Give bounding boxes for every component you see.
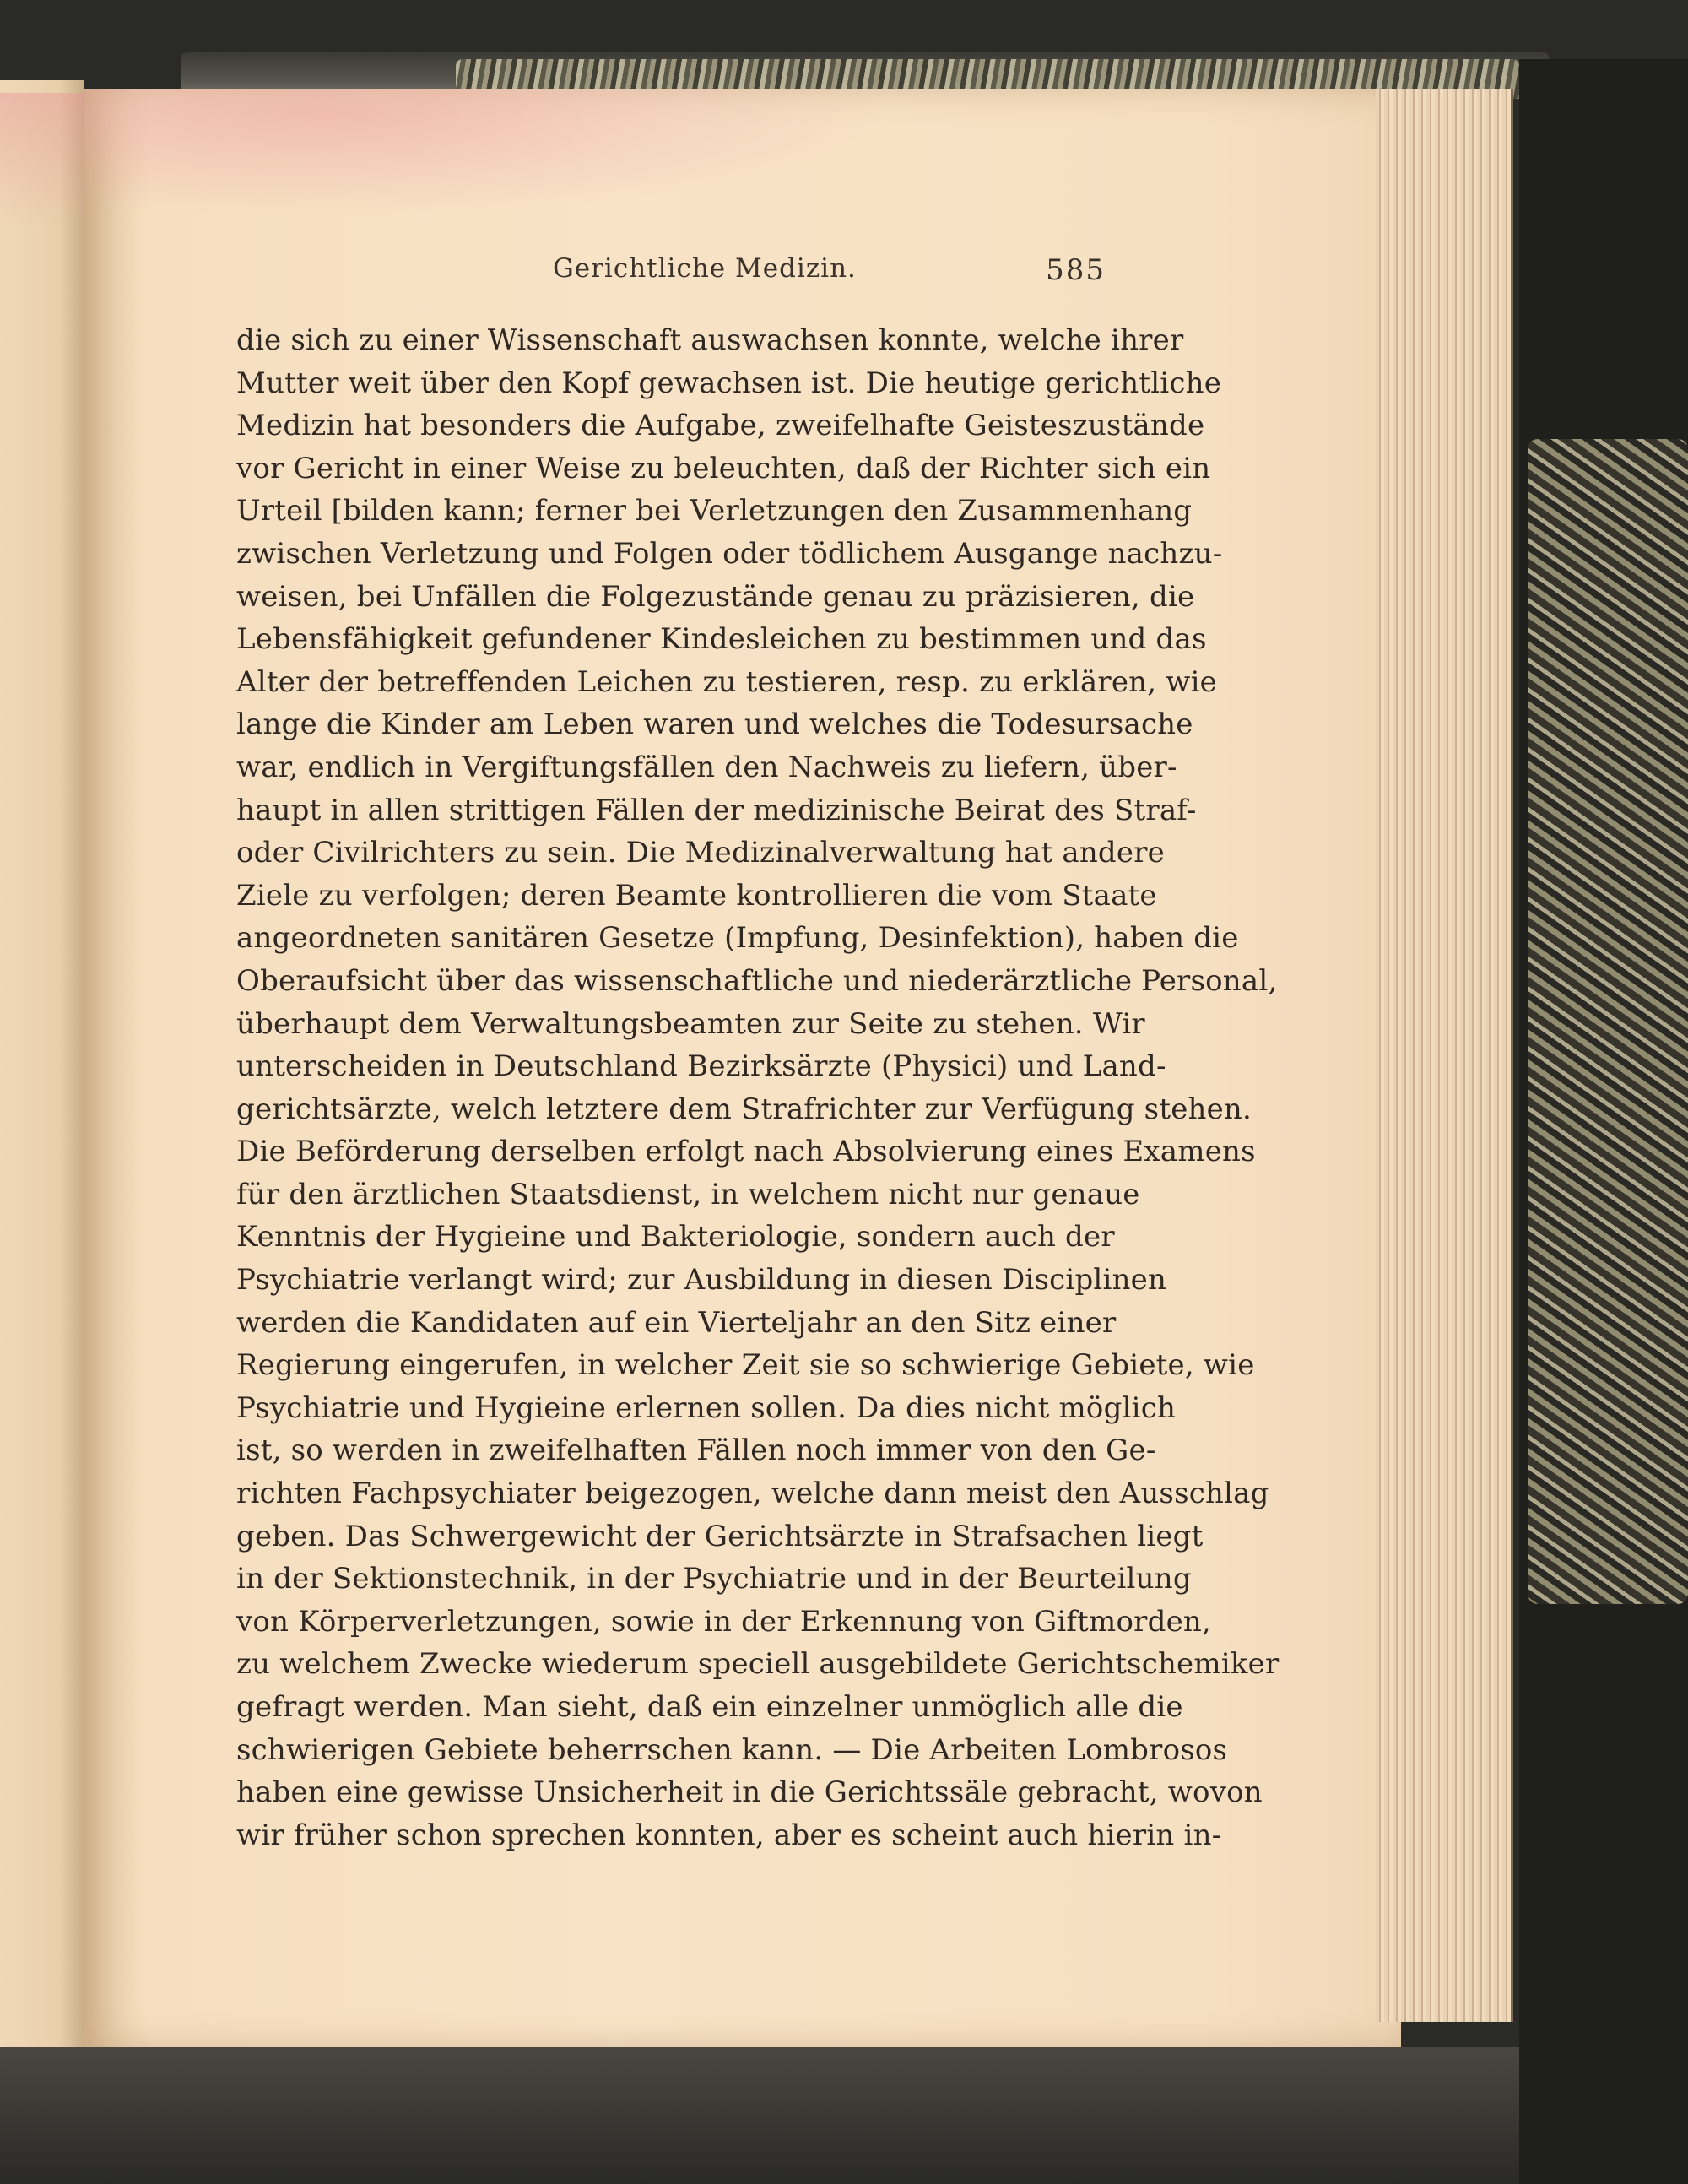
text-line: Kenntnis der Hygieine und Bakteriologie, sondern auch der <box>236 1220 1115 1255</box>
left-page-edge <box>0 80 84 2184</box>
running-header <box>236 253 1106 304</box>
page-number: 585 <box>1046 253 1106 287</box>
text-line: oder Civilrichters zu sein. Die Medizinalverwaltung hat andere <box>236 836 1165 870</box>
text-line: zu welchem Zwecke wiederum speciell ausgebildete Gerichtschemiker <box>236 1647 1280 1682</box>
header-title: Gerichtliche Medizin. <box>553 253 857 284</box>
text-line: Lebensfähigkeit gefundener Kindesleichen zu bestimmen und das <box>236 622 1207 657</box>
text-line: richten Fachpsychiater beigezogen, welche dann meist den Ausschlag <box>236 1477 1269 1511</box>
text-line: Urteil [bilden kann; ferner bei Verletzungen den Zusammenhang <box>236 494 1193 528</box>
left-page-stain <box>0 93 84 228</box>
marbled-cover-pattern <box>1528 439 1688 1604</box>
text-line: gefragt werden. Man sieht, daß ein einzelner unmöglich alle die <box>236 1690 1183 1724</box>
text-line: von Körperverletzungen, sowie in der Erkennung von Giftmorden, <box>236 1604 1212 1639</box>
text-line: war, endlich in Vergiftungsfällen den Nachweis zu liefern, über- <box>236 750 1177 784</box>
text-line: Ziele zu verfolgen; deren Beamte kontrollieren die vom Staate <box>236 878 1157 913</box>
text-line: ist, so werden in zweifelhaften Fällen noch immer von den Ge- <box>236 1433 1156 1468</box>
text-line: werden die Kandidaten auf ein Vierteljahr an den Sitz einer <box>236 1305 1117 1340</box>
text-line: vor Gericht in einer Weise zu beleuchten, daß der Richter sich ein <box>236 451 1211 485</box>
text-line: überhaupt dem Verwaltungsbeamten zur Seite zu stehen. Wir <box>236 1006 1145 1041</box>
page-block-edges <box>1376 89 1513 2022</box>
text-line: angeordneten sanitären Gesetze (Impfung, Desinfektion), haben die <box>236 921 1239 956</box>
bottom-shadow <box>0 2047 1519 2184</box>
text-line: Regierung eingerufen, in welcher Zeit sie so schwierige Gebiete, wie <box>236 1348 1255 1383</box>
text-line: Medizin hat besonders die Aufgabe, zweifelhafte Geisteszustände <box>236 409 1205 443</box>
text-line: weisen, bei Unfällen die Folgezustände genau zu präzisieren, die <box>236 579 1195 614</box>
text-line: Die Beförderung derselben erfolgt nach Absolvierung eines Examens <box>236 1135 1256 1169</box>
page-stain <box>84 89 886 215</box>
text-line: schwierigen Gebiete beherrschen kann. — Die Arbeiten Lombrosos <box>236 1732 1228 1767</box>
text-line: haben eine gewisse Unsicherheit in die Gerichtssäle gebracht, wovon <box>236 1775 1263 1810</box>
text-line: haupt in allen strittigen Fällen der medizinische Beirat des Straf- <box>236 793 1197 827</box>
text-line: gerichtsärzte, welch letztere dem Strafrichter zur Verfügung stehen. <box>236 1092 1252 1126</box>
text-line: für den ärztlichen Staatsdienst, in welchem nicht nur genaue <box>236 1177 1140 1211</box>
text-line: in der Sektionstechnik, in der Psychiatrie und in der Beurteilung <box>236 1562 1192 1596</box>
text-line: Oberaufsicht über das wissenschaftliche und niederärztliche Personal, <box>236 963 1278 998</box>
text-line: Psychiatrie verlangt wird; zur Ausbildung in diesen Disciplinen <box>236 1263 1167 1298</box>
text-line: lange die Kinder am Leben waren und welches die Todesursache <box>236 707 1193 742</box>
body-text <box>236 319 1280 1856</box>
text-line: Psychiatrie und Hygieine erlernen sollen. Da dies nicht möglich <box>236 1390 1177 1425</box>
text-line: die sich zu einer Wissenschaft auswachsen konnte, welche ihrer <box>236 323 1184 357</box>
text-line: wir früher schon sprechen konnten, aber es scheint auch hierin in- <box>236 1818 1222 1852</box>
text-line: unterscheiden in Deutschland Bezirksärzte (Physici) und Land- <box>236 1049 1166 1084</box>
text-line: Mutter weit über den Kopf gewachsen ist. Die heutige gerichtliche <box>236 366 1222 400</box>
text-line: Alter der betreffenden Leichen zu testieren, resp. zu erklären, wie <box>236 664 1217 699</box>
text-line: geben. Das Schwergewicht der Gerichtsärzte in Strafsachen liegt <box>236 1519 1204 1553</box>
text-line: zwischen Verletzung und Folgen oder tödlichem Ausgange nachzu- <box>236 536 1223 571</box>
